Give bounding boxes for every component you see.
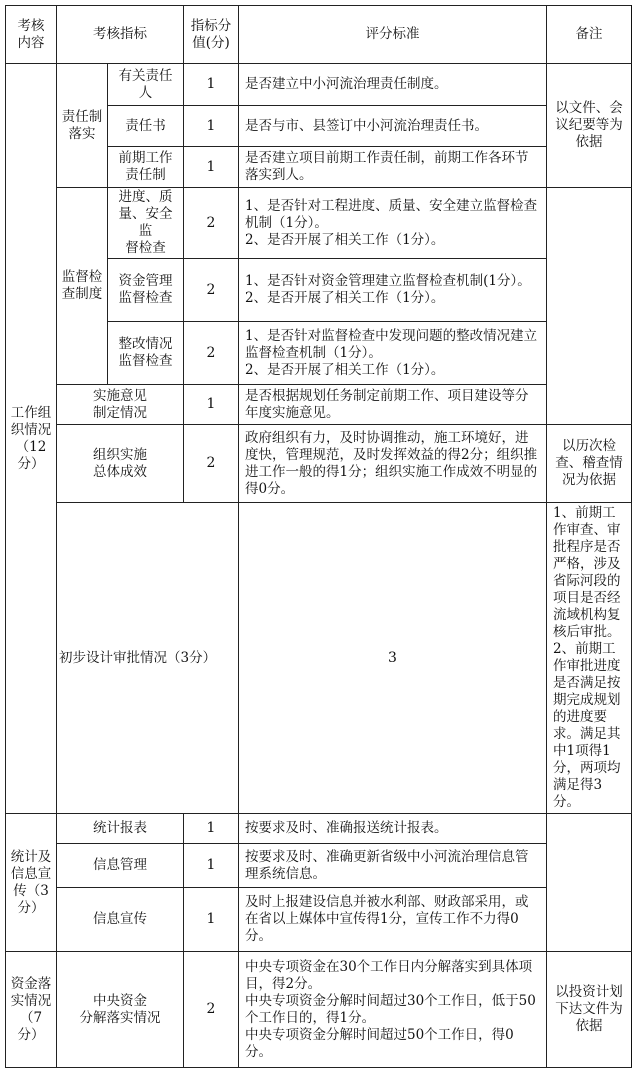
indicator-criteria: 是否建立中小河流治理责任制度。 (239, 64, 547, 106)
section-stats-label: 统计及 信息宣 传（3 分） (6, 814, 57, 952)
table-row (6, 385, 632, 425)
indicator-score: 2 (184, 425, 239, 503)
remark-funds: 以投资计划下达文件为依据 (547, 952, 632, 1068)
indicator-name: 有关责任 人 (108, 64, 184, 106)
table-row (6, 425, 632, 503)
group-supervise-label: 监督检 查制度 (57, 188, 108, 385)
table-row (6, 952, 632, 1068)
indicator-score: 1 (184, 888, 239, 952)
indicator-score: 2 (184, 952, 239, 1068)
indicator-criteria: 1、是否针对监督检查中发现问题的整改情况建立监督检查机制（1分）。 2、是否开展了相关工作（1分）。 (239, 322, 547, 385)
table-row (6, 814, 632, 844)
table-row (6, 188, 632, 259)
indicator-score: 1 (184, 844, 239, 888)
remark-effect: 以历次检查、稽查情况为依据 (547, 425, 632, 503)
header-content: 考核 内容 (6, 6, 57, 64)
group-resp-label: 责任制 落实 (57, 64, 108, 188)
table-row (6, 888, 632, 952)
indicator-criteria: 1、前期工作审查、审批程序是否严格，涉及省际河段的项目是否经流域机构复核后审批。 2、前期工作审批进度是否满足按期完成规划的进度要求。满足其中1项得1分，两项均满足得3分。 (547, 503, 632, 814)
indicator-score: 1 (184, 814, 239, 844)
section-org-label: 工作组 织情况 （12 分） (6, 64, 57, 814)
indicator-criteria: 1、是否针对资金管理建立监督检查机制(1分）。 2、是否开展了相关工作（1分）。 (239, 259, 547, 322)
indicator-criteria: 及时上报建设信息并被水利部、财政部采用，或在省以上媒体中宣传得1分，宣传工作不力得0分。 (239, 888, 547, 952)
indicator-criteria: 是否建立项目前期工作责任制，前期工作各环节落实到人。 (239, 147, 547, 188)
indicator-name: 统计报表 (57, 814, 184, 844)
indicator-score: 1 (184, 106, 239, 147)
indicator-criteria: 政府组织有力，及时协调推动，施工环境好，进度快，管理规范，及时发挥效益的得2分；组织推进工作一般的得1分；组织实施工作成效不明显的得0分。 (239, 425, 547, 503)
header-indicator: 考核指标 (57, 6, 184, 64)
section-design-label: 初步设计审批情况（3分） (57, 503, 239, 814)
indicator-criteria: 中央专项资金在30个工作日内分解落实到具体项目，得2分。 中央专项资金分解时间超过30个工作日，低于50个工作日的，得1分。 中央专项资金分解时间超过50个工作日，得0分。 (239, 952, 547, 1068)
indicator-name: 整改情况 监督检查 (108, 322, 184, 385)
header-criteria: 评分标准 (239, 6, 547, 64)
table-row (6, 64, 632, 106)
indicator-score: 2 (184, 188, 239, 259)
indicator-name: 进度、质 量、安全监 督检查 (108, 188, 184, 259)
section-funds-label: 资金落 实情况 （7分） (6, 952, 57, 1068)
indicator-score: 1 (184, 64, 239, 106)
table-row (6, 503, 632, 814)
indicator-criteria: 是否根据规划任务制定前期工作、项目建设等分年度实施意见。 (239, 385, 547, 425)
indicator-score: 2 (184, 259, 239, 322)
header-remark: 备注 (547, 6, 632, 64)
indicator-name: 中央资金 分解落实情况 (57, 952, 184, 1068)
indicator-name: 前期工作 责任制 (108, 147, 184, 188)
header-row (6, 6, 632, 64)
remark-resp: 以文件、会议纪要等为依据 (547, 64, 632, 188)
indicator-name: 资金管理 监督检查 (108, 259, 184, 322)
indicator-score: 1 (184, 147, 239, 188)
table-row (6, 844, 632, 888)
indicator-name: 信息宣传 (57, 888, 184, 952)
indicator-name: 实施意见 制定情况 (57, 385, 184, 425)
indicator-criteria: 是否与市、县签订中小河流治理责任书。 (239, 106, 547, 147)
indicator-name: 责任书 (108, 106, 184, 147)
remark-empty (547, 814, 632, 952)
indicator-score: 1 (184, 385, 239, 425)
indicator-name: 组织实施 总体成效 (57, 425, 184, 503)
header-score: 指标分 值(分) (184, 6, 239, 64)
indicator-criteria: 按要求及时、准确更新省级中小河流治理信息管理系统信息。 (239, 844, 547, 888)
indicator-name: 信息管理 (57, 844, 184, 888)
assessment-table (5, 5, 632, 1068)
indicator-score: 2 (184, 322, 239, 385)
remark-empty (547, 188, 632, 425)
indicator-criteria: 按要求及时、准确报送统计报表。 (239, 814, 547, 844)
indicator-criteria: 1、是否针对工程进度、质量、安全建立监督检查机制（1分）。 2、是否开展了相关工作（1分）。 (239, 188, 547, 259)
indicator-score: 3 (239, 503, 547, 814)
